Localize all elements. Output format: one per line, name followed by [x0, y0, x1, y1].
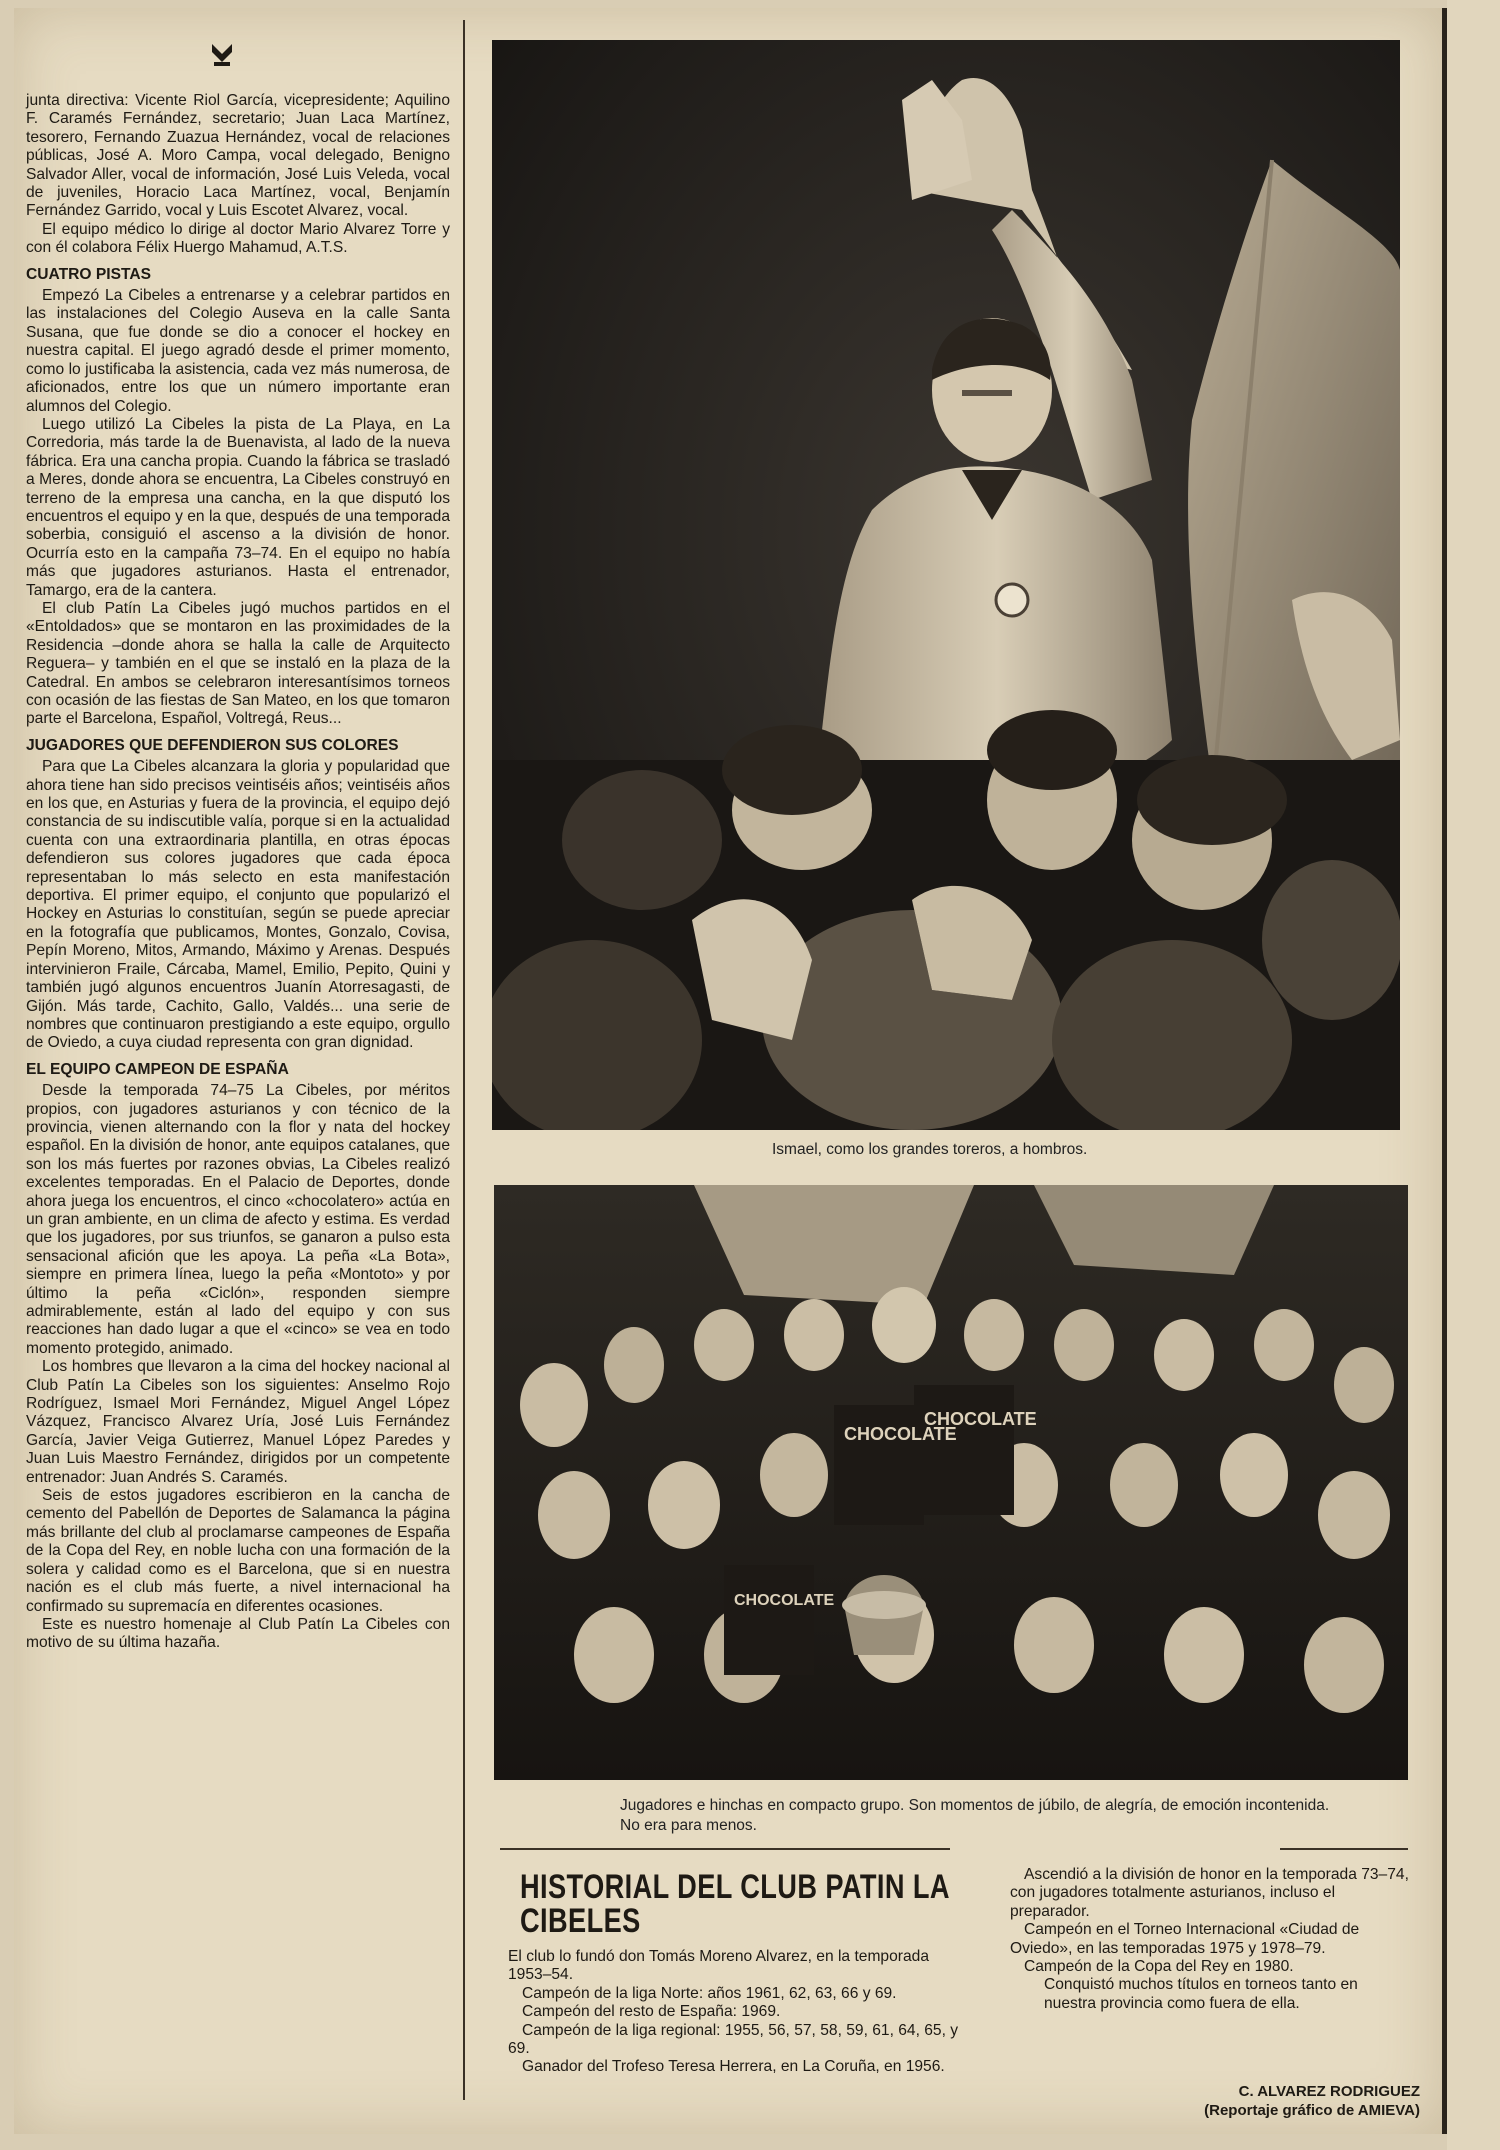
paragraph: junta directiva: Vicente Riol García, vicepresidente; Aquilino F. Caramés Fernández, secretario; Juan Laca Martínez, tesorero, Fernando Zuazua Hernández, vocal de relaciones públicas, José A. Moro Campa, vocal delegado, Benigno Salvador Aller, vocal de información, José Luis Veleda, vocal de juveniles, Horacio Laca Martínez, vocal, Benjamín Fernández Garrido, vocal y Luis Escotet Alvarez, vocal.: [26, 92, 450, 220]
historial-item: Campeón del resto de España: 1969.: [522, 2003, 781, 2021]
paragraph: Luego utilizó La Cibeles la pista de La Playa, en La Corredoria, más tarde la de Buenavista, al lado de la nueva fábrica. Era una cancha propia. Cuando la fábrica se trasladó a Meres, donde ahora se encuentra, La Cibeles construyó en terreno de la empresa una cancha, en la que disputó los encuentros el equipo y en la que, después de una temporada soberbia, consiguió el ascenso a la división de honor. Ocurría esto en la campaña 73–74. En el equipo no había más que jugadores asturianos. Hasta el entrenador, Tamargo, era de la cantera.: [26, 415, 450, 599]
section-marker-icon: [208, 40, 236, 68]
jersey-lettering: CHOCOLATE: [734, 1592, 835, 1609]
photo2-caption: Jugadores e hinchas en compacto grupo. Son momentos de júbilo, de alegría, de emoción incontenida. No era para menos.: [620, 1797, 1330, 1834]
divider: [1280, 1848, 1408, 1850]
photo1-caption: Ismael, como los grandes toreros, a hombros.: [772, 1141, 1088, 1158]
section-heading: JUGADORES QUE DEFENDIERON SUS COLORES: [26, 736, 399, 754]
historial-item: Campeón de la liga regional: 1955, 56, 57, 58, 59, 61, 64, 65, y 69.: [508, 2021, 959, 2058]
byline: [1140, 2082, 1420, 2120]
historial-item: Campeón de la Copa del Rey en 1980.: [1024, 1958, 1294, 1976]
jersey-lettering: CHOCOLATE: [924, 1409, 1037, 1429]
author-name: C. ALVAREZ RODRIGUEZ: [1238, 2083, 1420, 2100]
paragraph: El equipo médico lo dirige al doctor Mario Alvarez Torre y con él colabora Félix Huergo Mahamud, A.T.S.: [26, 220, 450, 257]
paragraph: Los hombres que llevaron a la cima del hockey nacional al Club Patín La Cibeles son los siguientes: Anselmo Rojo Rodríguez, Ismael Mori Fernández, Miguel Angel López Vázquez, Francisco Alvarez Uría, José Luis Fernández García, Javier Veiga Gutierrez, Manuel López Paredes y Juan Luis Maestro Fernández, dirigidos por un competente entrenador: Juan Andrés S. Caramés.: [26, 1358, 450, 1486]
historial-item: Ganador del Trofeso Teresa Herrera, en La Coruña, en 1956.: [522, 2058, 945, 2076]
historial-title: HISTORIAL DEL CLUB PATIN LA CIBELES: [520, 1868, 949, 1940]
historial-box: [508, 1870, 968, 2077]
divider: [500, 1848, 950, 1850]
jersey-lettering: CHOCOLATE: [844, 1424, 957, 1444]
paragraph: Seis de estos jugadores escribieron en la cancha de cemento del Pabellón de Deportes de Salamanca la página más brillante del club al proclamarse campeones de España de la Copa del Rey, en noble lucha con una formación de la solera y calidad como es el Barcelona, que si en nuestra nación es el club más fuerte, a nivel internacional ha confirmado su supremacía en diferentes ocasiones.: [26, 1487, 450, 1615]
section-heading: CUATRO PISTAS: [26, 265, 152, 283]
historial-item: Ascendió a la división de honor en la temporada 73–74, con jugadores totalmente asturianos, incluso el preparador.: [1010, 1866, 1409, 1920]
column-divider: [463, 20, 465, 2100]
photo-credit: (Reportaje gráfico de AMIEVA): [1204, 2102, 1420, 2119]
historial-item: El club lo fundó don Tomás Moreno Alvarez, en la temporada 1953–54.: [508, 1948, 929, 1984]
paragraph: El club Patín La Cibeles jugó muchos partidos en el «Entoldados» que se montaron en las proximidades de la Residencia –donde ahora se halla la calle de Arquitecto Reguera– y también en el que se instaló en la plaza de la Catedral. En ambos se celebraron interesantísimos torneos con ocasión de las fiestas de San Mateo, en los que tomaron parte el Barcelona, Español, Voltregá, Reus...: [26, 599, 450, 728]
historial-continued: [1010, 1866, 1410, 2013]
historial-item: Campeón en el Torneo Internacional «Ciudad de Oviedo», en las temporadas 1975 y 1978–79.: [1010, 1921, 1360, 1957]
section-heading: EL EQUIPO CAMPEON DE ESPAÑA: [26, 1060, 289, 1078]
photo-ismael-carried: [492, 40, 1400, 1130]
paragraph: Este es nuestro homenaje al Club Patín La Cibeles con motivo de su última hazaña.: [26, 1615, 450, 1652]
paragraph: Empezó La Cibeles a entrenarse y a celebrar partidos en las instalaciones del Colegio Auseva en la calle Santa Susana, que fue donde se dio a conocer el hockey en nuestra capital. El juego agradó desde el primer momento, como lo justificaba la asistencia, cada vez más numerosa, de aficionados, entre los que un número importante eran alumnos del Colegio.: [26, 287, 450, 415]
historial-item: Conquistó muchos títulos en torneos tanto en nuestra provincia como fuera de ella.: [1044, 1976, 1358, 2012]
photo-team-and-fans: [494, 1185, 1408, 1780]
paragraph: Desde la temporada 74–75 La Cibeles, por méritos propios, con jugadores asturianos y con técnico de la provincia, vienen alternando con la flor y nata del hockey español. En la división de honor, ante equipos catalanes, que son los más fuertes por razones obvias, La Cibeles realizó excelentes temporadas. En el Palacio de Deportes, donde ahora juega los encuentros, el cinco «chocolatero» actúa en un gran ambiente, en un clima de afecto y estima. Es verdad que los jugadores, por sus triunfos, se ganaron a pulso esta sensacional afición que les apoya. La peña «La Bota», siempre en primera línea, luego la peña «Montoto» y por último la peña «Ciclón», responden siempre admirablemente, están al lado del equipo y con sus reacciones han dado lugar a que el «cinco» se vea en todo momento protegido, animado.: [26, 1082, 450, 1357]
historial-item: Campeón de la liga Norte: años 1961, 62, 63, 66 y 69.: [522, 1984, 897, 2002]
paragraph: Para que La Cibeles alcanzara la gloria y popularidad que ahora tiene han sido precisos veintiséis años; veintiséis años en los que, en Asturias y fuera de la provincia, el equipo dejó constancia de su indiscutible valía, porque si en la actualidad cuenta con una extraordinaria plantilla, en otras épocas defendieron sus colores jugadores que cada época representaban lo más selecto en esta manifestación deportiva. El primer equipo, el conjunto que popularizó el Hockey en Asturias lo constituían, según se puede apreciar en la fotografía que publicamos, Montes, Gonzalo, Covisa, Pepín Moreno, Mitos, Armando, Máximo y Arenas. Después intervinieron Fraile, Cárcaba, Mamel, Emilio, Pepito, Quini y también jugó algunos encuentros Juanín Atorresagasti, de Gijón. Más tarde, Cachito, Gallo, Valdés... una serie de nombres que continuaron prestigiando a este equipo, orgullo de Oviedo, a cuya ciudad representa con gran dignidad.: [26, 758, 450, 1052]
page-edge: [1447, 0, 1500, 2150]
article-column: [26, 92, 450, 1653]
